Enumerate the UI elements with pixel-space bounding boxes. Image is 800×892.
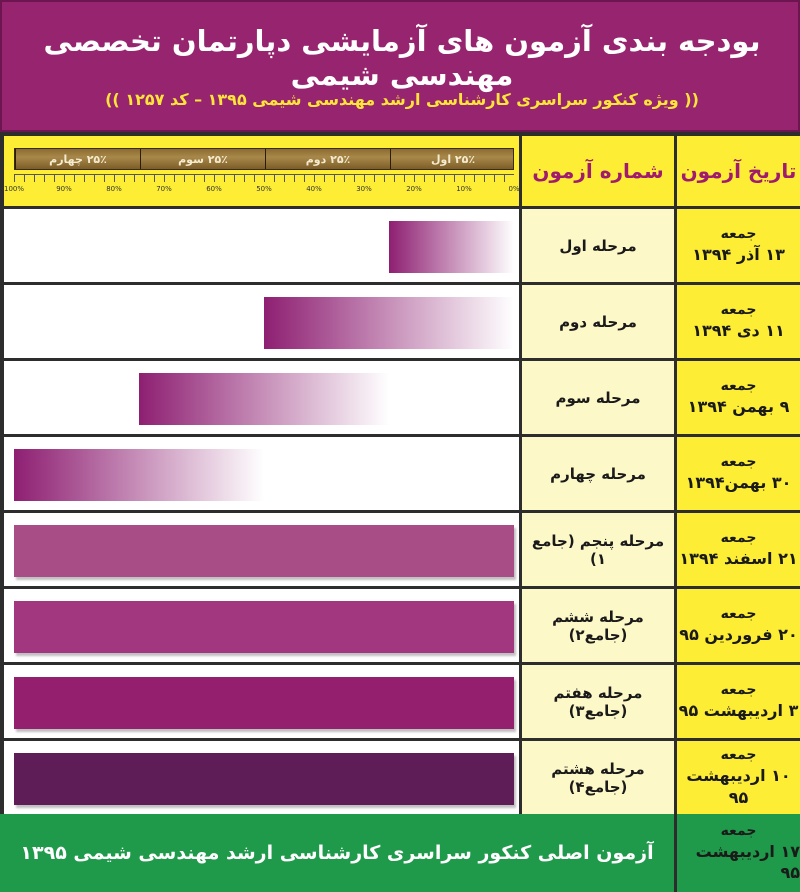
row-date-cell [677, 589, 800, 662]
row-stage-cell [522, 741, 674, 814]
scale-segment: ۲۵٪ دوم [265, 149, 390, 169]
scale-tick-label: 50% [256, 185, 272, 193]
scale-ruler [14, 148, 514, 170]
final-exam-banner [0, 814, 674, 892]
row-bar-cell [4, 513, 519, 586]
scale-tick-label: 90% [56, 185, 72, 193]
row-stage-label: مرحله هفتم (جامع۳) [553, 683, 643, 720]
row-date: ۲۰ فروردین ۹۵ [679, 625, 798, 645]
scale-tick-label: 80% [106, 185, 122, 193]
scale-tick-label: 10% [456, 185, 472, 193]
row-bar-cell [4, 285, 519, 358]
row-bar-cell [4, 741, 519, 814]
row-date: ۳ اردیبهشت ۹۵ [678, 701, 799, 721]
row-stage-cell [522, 437, 674, 510]
row-date-cell [677, 285, 800, 358]
schedule-table [0, 132, 800, 892]
row-stage-cell [522, 209, 674, 282]
row-day: جمعه [720, 454, 757, 471]
scale-tick-label: 20% [406, 185, 422, 193]
row-bar-cell [4, 665, 519, 738]
row-stage-label: مرحله دوم [559, 312, 637, 331]
scale-tick-labels [3, 185, 520, 195]
page-title: بودجه بندی آزمون های آزمایشی دپارتمان تخصصی مهندسی شیمی [43, 24, 761, 92]
row-date-cell [677, 741, 800, 814]
scale-segment: ۲۵٪ سوم [140, 149, 265, 169]
scale-header [4, 136, 519, 206]
row-day: جمعه [720, 747, 757, 764]
scale-tick-label: 100% [3, 185, 25, 193]
scale-tick-label: 30% [356, 185, 372, 193]
header-banner [0, 0, 800, 132]
row-stage-label: مرحله هشتم (جامع۴) [551, 759, 645, 796]
coverage-bar [14, 525, 514, 577]
row-date: ۱۳ آذر ۱۳۹۴ [692, 245, 785, 265]
row-bar-cell [4, 361, 519, 434]
row-date: ۳۰ بهمن۱۳۹۴ [685, 473, 792, 493]
coverage-bar [14, 677, 514, 729]
scale-tick-label: 40% [306, 185, 322, 193]
row-stage-cell [522, 285, 674, 358]
coverage-bar [139, 373, 389, 425]
row-day: جمعه [720, 226, 757, 243]
row-date-cell [677, 209, 800, 282]
row-date-cell [677, 665, 800, 738]
row-stage-label: مرحله سوم [555, 388, 641, 407]
column-header-stage-label: شماره آزمون [532, 159, 664, 183]
row-stage-label: مرحله چهارم [550, 464, 646, 483]
scale-tick-label: 70% [156, 185, 172, 193]
row-stage-cell [522, 361, 674, 434]
row-date-cell [677, 437, 800, 510]
scale-ticks [14, 174, 514, 182]
row-day: جمعه [720, 606, 757, 623]
scale-tick-label: 60% [206, 185, 222, 193]
row-stage-cell [522, 589, 674, 662]
row-bar-cell [4, 209, 519, 282]
row-date: ۹ بهمن ۱۳۹۴ [687, 397, 790, 417]
row-bar-cell [4, 437, 519, 510]
coverage-bar [14, 601, 514, 653]
row-stage-label: مرحله پنجم (جامع ۱) [531, 531, 665, 568]
row-date-cell [677, 361, 800, 434]
row-date: ۱۱ دی ۱۳۹۴ [692, 321, 785, 341]
row-stage-label: مرحله ششم (جامع۲) [552, 607, 644, 644]
final-exam-date: ۱۷ اردیبهشت ۹۵ [695, 841, 800, 883]
coverage-bar [14, 449, 264, 501]
row-stage-cell [522, 665, 674, 738]
final-exam-date-cell [677, 814, 800, 892]
column-header-date-label: تاریخ آزمون [680, 158, 797, 183]
coverage-bar [264, 297, 514, 349]
row-day: جمعه [720, 302, 757, 319]
scale-segment: ۲۵٪ چهارم [15, 149, 140, 169]
row-day: جمعه [720, 378, 757, 395]
row-stage-label: مرحله اول [559, 236, 637, 255]
final-exam-text: آزمون اصلی کنکور سراسری کارشناسی ارشد مهندسی شیمی ۱۳۹۵ [20, 842, 654, 864]
row-date: ۱۰ اردیبهشت ۹۵ [686, 766, 791, 807]
coverage-bar [14, 753, 514, 805]
row-date-cell [677, 513, 800, 586]
scale-segment: ۲۵٪ اول [390, 149, 515, 169]
scale-tick-label: 0% [508, 185, 520, 193]
coverage-bar [389, 221, 514, 273]
final-exam-day: جمعه [720, 822, 757, 839]
page-subtitle: (( ویژه کنکور سراسری کارشناسی ارشد مهندسی شیمی ۱۳۹۵ – کد ۱۲۵۷ )) [105, 90, 699, 109]
column-header-stage [522, 136, 674, 206]
row-stage-cell [522, 513, 674, 586]
column-header-date [677, 136, 800, 206]
row-day: جمعه [720, 682, 757, 699]
row-day: جمعه [720, 530, 757, 547]
row-date: ۲۱ اسفند ۱۳۹۴ [679, 549, 798, 569]
row-bar-cell [4, 589, 519, 662]
